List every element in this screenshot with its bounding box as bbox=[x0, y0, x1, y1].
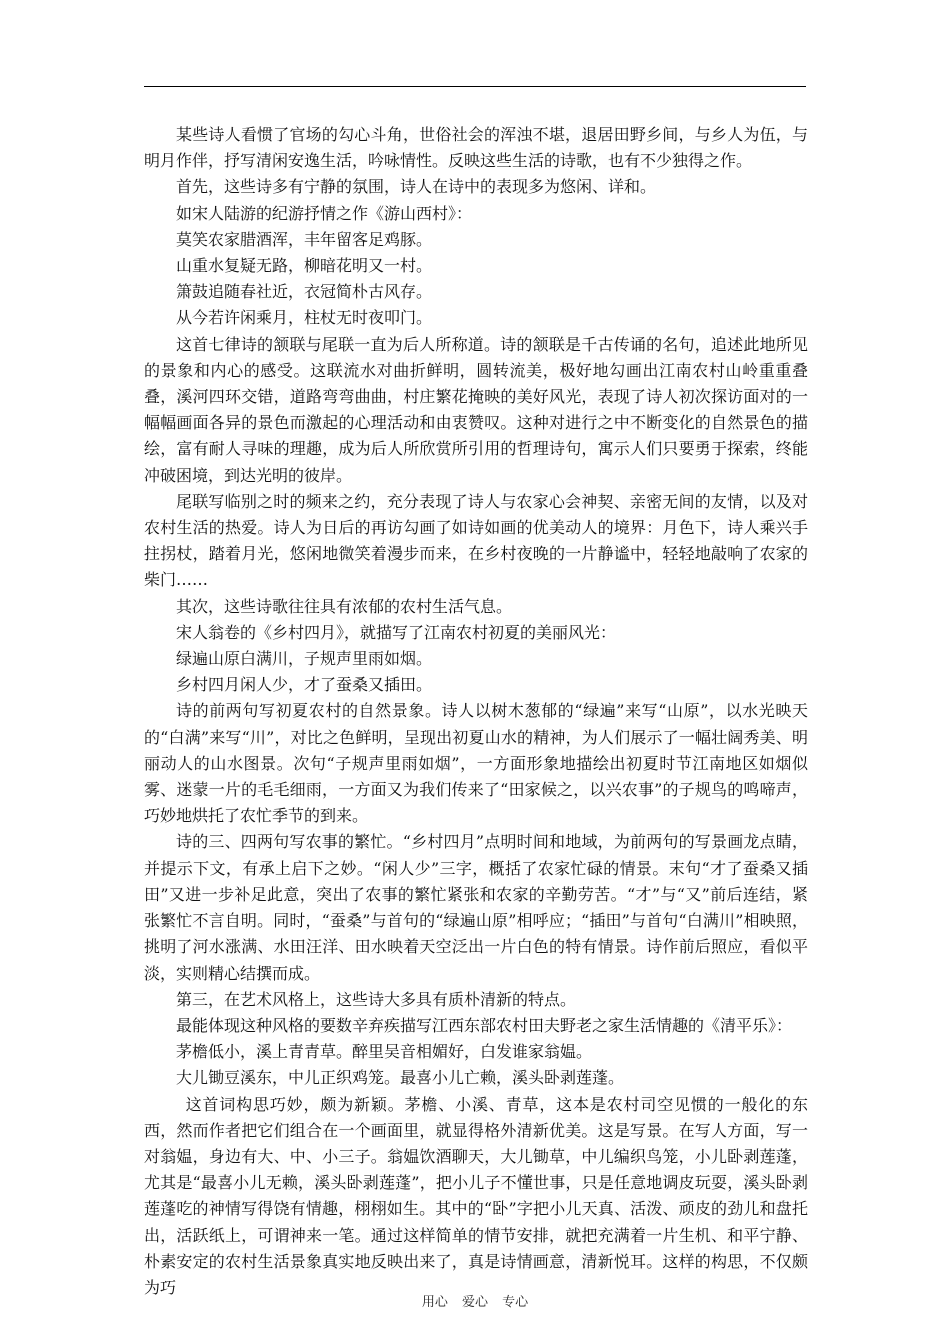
poem-line: 莫笑农家腊酒浑，丰年留客足鸡豚。 bbox=[176, 229, 433, 249]
paragraph: 诗的三、四两句写农事的繁忙。“乡村四月”点明时间和地域，为前两句的写景画龙点睛，并提示下文，有承上启下之妙。“闲人少”三字，概括了农家忙碌的情景。末句“才了蚕桑又插田”又进一步补足此意，突出了农事的繁忙紧张和农家的辛勤劳苦。“才”与“又”前后连结，紧张繁忙不言自明。同时，“蚕桑”与首句的“绿遍山原”相呼应；“插田”与首句“白满川”相映照，挑明了河水涨满、水田汪洋、田水映着天空泛出一片白色的特有情景。诗作前后照应，看似平淡，实则精心结撰而成。 bbox=[144, 832, 808, 983]
paragraph: 宋人翁卷的《乡村四月》，就描写了江南农村初夏的美丽风光： bbox=[176, 622, 617, 642]
paragraph: 如宋人陆游的纪游抒情之作《游山西村》： bbox=[176, 203, 473, 223]
paragraph: 某些诗人看惯了官场的勾心斗角，世俗社会的浑浊不堪，退居田野乡间，与乡人为伍，与明月作伴，抒写清闲安逸生活，吟咏情性。反映这些生活的诗歌，也有不少独得之作。 bbox=[144, 125, 808, 171]
paragraph: 首先，这些诗多有宁静的氛围，诗人在诗中的表现多为悠闲、详和。 bbox=[176, 177, 657, 197]
paragraph: 诗的前两句写初夏农村的自然景象。诗人以树木葱郁的“绿遍”来写“山原”，以水光映天的“白满”来写“川”，对比之色鲜明，呈现出初夏山水的精神，为人们展示了一幅壮阔秀美、明丽动人的山水图景。次句“子规声里雨如烟”，一方面形象地描绘出初夏时节江南地区如烟似雾、迷蒙一片的毛毛细雨，一方面又为我们传来了“田家候之，以兴农事”的子规鸟的鸣啼声，巧妙地烘托了农忙季节的到来。 bbox=[144, 701, 808, 826]
poem-line: 箫鼓追随春社近，衣冠简朴古风存。 bbox=[176, 282, 433, 302]
poem-line: 绿遍山原白满川，子规声里雨如烟。 bbox=[176, 649, 433, 669]
poem-line: 从今若许闲乘月，柱杖无时夜叩门。 bbox=[176, 308, 433, 328]
poem-line: 山重水复疑无路，柳暗花明又一村。 bbox=[176, 256, 433, 276]
paragraph: 最能体现这种风格的要数辛弃疾描写江西东部农村田夫野老之家生活情趣的《清平乐》： bbox=[176, 1015, 793, 1035]
paragraph: 第三，在艺术风格上，这些诗大多具有质朴清新的特点。 bbox=[176, 989, 577, 1009]
header-rule bbox=[144, 86, 806, 87]
paragraph: 其次，这些诗歌往往具有浓郁的农村生活气息。 bbox=[176, 596, 513, 616]
poem-line: 茅檐低小，溪上青青草。醉里吴音相媚好，白发谁家翁媪。 bbox=[176, 1042, 593, 1062]
body-text bbox=[144, 122, 808, 1301]
paragraph: 尾联写临别之时的频来之约，充分表现了诗人与农家心会神契、亲密无间的友情，以及对农村生活的热爱。诗人为日后的再访勾画了如诗如画的优美动人的境界：月色下，诗人乘兴手拄拐杖，踏着月光，悠闲地微笑着漫步而来，在乡村夜晚的一片静谧中，轻轻地敲响了农家的柴门…… bbox=[144, 491, 808, 590]
paragraph: 这首词构思巧妙，颇为新颖。茅檐、小溪、青草，这本是农村司空见惯的一般化的东西，然而作者把它们组合在一个画面里，就显得格外清新优美。这是写景。在写人方面，写一对翁媪，身边有大、中、小三子。翁媪饮酒聊天，大儿锄草，中儿编织鸟笼，小儿卧剥莲蓬，尤其是“最喜小儿无赖，溪头卧剥莲蓬”，把小儿子不懂世事，只是任意地调皮玩耍，溪头卧剥莲蓬吃的神情写得饶有情趣，栩栩如生。其中的“卧”字把小儿天真、活泼、顽皮的劲儿和盘托出，活跃纸上，可谓神来一笔。通过这样简单的情节安排，就把充满着一片生机、和平宁静、朴素安定的农村生活景象真实地反映出来了，真是诗情画意，清新悦耳。这样的构思，不仅颇为巧 bbox=[144, 1094, 808, 1297]
poem-line: 乡村四月闲人少，才了蚕桑又插田。 bbox=[176, 675, 433, 695]
poem-line: 大儿锄豆溪东，中儿正织鸡笼。最喜小儿亡赖，溪头卧剥莲蓬。 bbox=[176, 1068, 625, 1088]
page-footer: 用心 爱心 专心 bbox=[421, 1295, 529, 1310]
paragraph: 这首七律诗的颔联与尾联一直为后人所称道。诗的颔联是千古传诵的名句，追述此地所见的景象和内心的感受。这联流水对曲折鲜明，圆转流美，极好地勾画出江南农村山岭重重叠叠，溪河四环交错，道路弯弯曲曲，村庄繁花掩映的美好风光，表现了诗人初次探访面对的一幅幅画面各异的景色而激起的心理活动和由衷赞叹。这种对进行之中不断变化的自然景色的描绘，富有耐人寻味的理趣，成为后人所欣赏所引用的哲理诗句，寓示人们只要勇于探索，终能冲破困境，到达光明的彼岸。 bbox=[144, 334, 808, 485]
